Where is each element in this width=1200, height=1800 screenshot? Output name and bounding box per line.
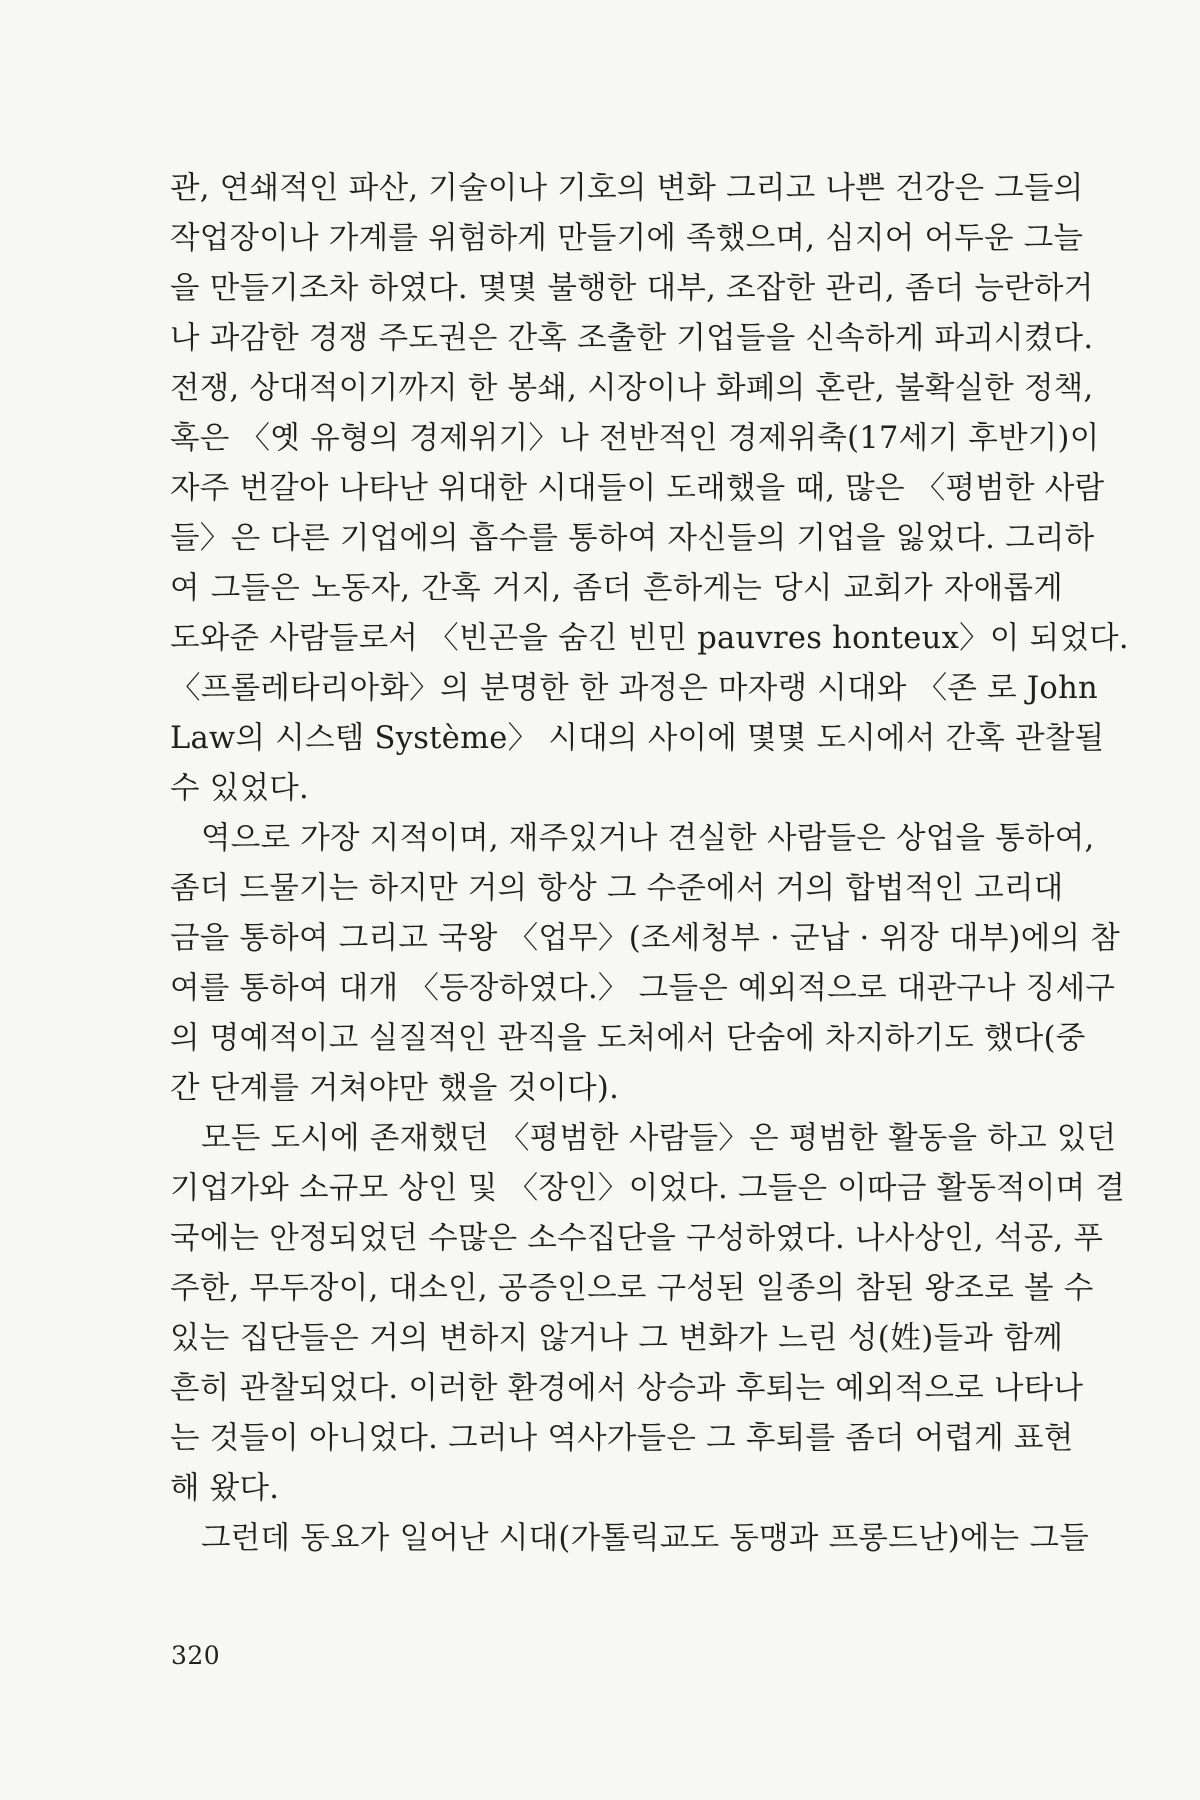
text-line: 주한, 무두장이, 대소인, 공증인으로 구성된 일종의 참된 왕조로 볼 수 [170, 1271, 1094, 1306]
text-line: 을 만들기조차 하였다. 몇몇 불행한 대부, 조잡한 관리, 좀더 능란하거 [170, 271, 1094, 306]
text-line: 나 과감한 경쟁 주도권은 간혹 조출한 기업들을 신속하게 파괴시켰다. [170, 321, 1094, 356]
text-line: 도와준 사람들로서 〈빈곤을 숨긴 빈민 pauvres honteux〉이 되었다. [170, 621, 1129, 656]
text-line: 좀더 드물기는 하지만 거의 항상 그 수준에서 거의 합법적인 고리대 [170, 871, 1064, 906]
text-line: 전쟁, 상대적이기까지 한 봉쇄, 시장이나 화폐의 혼란, 불확실한 정책, [170, 371, 1094, 406]
paragraph-1 [170, 164, 1129, 814]
text-line: 수 있었다. [170, 771, 310, 806]
text-line: 기업가와 소규모 상인 및 〈장인〉이었다. 그들은 이따금 활동적이며 결 [170, 1171, 1126, 1206]
text-line: 여를 통하여 대개 〈등장하였다.〉 그들은 예외적으로 대관구나 징세구 [170, 971, 1116, 1006]
text-line: 금을 통하여 그리고 국왕 〈업무〉(조세청부 · 군납 · 위장 대부)에의 참 [170, 921, 1121, 956]
text-line: 여 그들은 노동자, 간혹 거지, 좀더 흔하게는 당시 교회가 자애롭게 [170, 571, 1063, 606]
page-number: 320 [171, 1641, 221, 1670]
text-line: 작업장이나 가계를 위험하게 만들기에 족했으며, 심지어 어두운 그늘 [170, 221, 1084, 256]
text-line: 흔히 관찰되었다. 이러한 환경에서 상승과 후퇴는 예외적으로 나타나 [170, 1371, 1084, 1406]
text-line: 혹은 〈옛 유형의 경제위기〉나 전반적인 경제위축(17세기 후반기)이 [170, 421, 1100, 456]
text-line: 역으로 가장 지적이며, 재주있거나 견실한 사람들은 상업을 통하여, [201, 821, 1095, 856]
text-line: 그런데 동요가 일어난 시대(가톨릭교도 동맹과 프롱드난)에는 그들 [201, 1521, 1089, 1556]
paragraph-3 [170, 1114, 1126, 1514]
text-line: 들〉은 다른 기업에의 흡수를 통하여 자신들의 기업을 잃었다. 그리하 [170, 521, 1095, 556]
paragraph-4 [170, 1514, 1089, 1564]
text-line: 〈프롤레타리아화〉의 분명한 한 과정은 마자랭 시대와 〈존 로 John [170, 671, 1098, 706]
text-line: 관, 연쇄적인 파산, 기술이나 기호의 변화 그리고 나쁜 건강은 그들의 [170, 171, 1084, 206]
text-line: 있는 집단들은 거의 변하지 않거나 그 변화가 느린 성(姓)들과 함께 [170, 1321, 1063, 1356]
text-line: 의 명예적이고 실질적인 관직을 도처에서 단숨에 차지하기도 했다(중 [170, 1021, 1086, 1056]
text-line: 국에는 안정되었던 수많은 소수집단을 구성하였다. 나사상인, 석공, 푸 [170, 1221, 1104, 1256]
text-line: 간 단계를 거쳐야만 했을 것이다). [170, 1071, 620, 1106]
text-line: 모든 도시에 존재했던 〈평범한 사람들〉은 평범한 활동을 하고 있던 [201, 1121, 1117, 1156]
text-line: Law의 시스템 Système〉 시대의 사이에 몇몇 도시에서 간혹 관찰될 [170, 721, 1105, 756]
text-line: 는 것들이 아니었다. 그러나 역사가들은 그 후퇴를 좀더 어렵게 표현 [170, 1421, 1074, 1456]
body-text [170, 164, 1129, 1564]
paragraph-2 [170, 814, 1121, 1114]
text-line: 자주 번갈아 나타난 위대한 시대들이 도래했을 때, 많은 〈평범한 사람 [170, 471, 1105, 506]
text-line: 해 왔다. [170, 1471, 280, 1506]
